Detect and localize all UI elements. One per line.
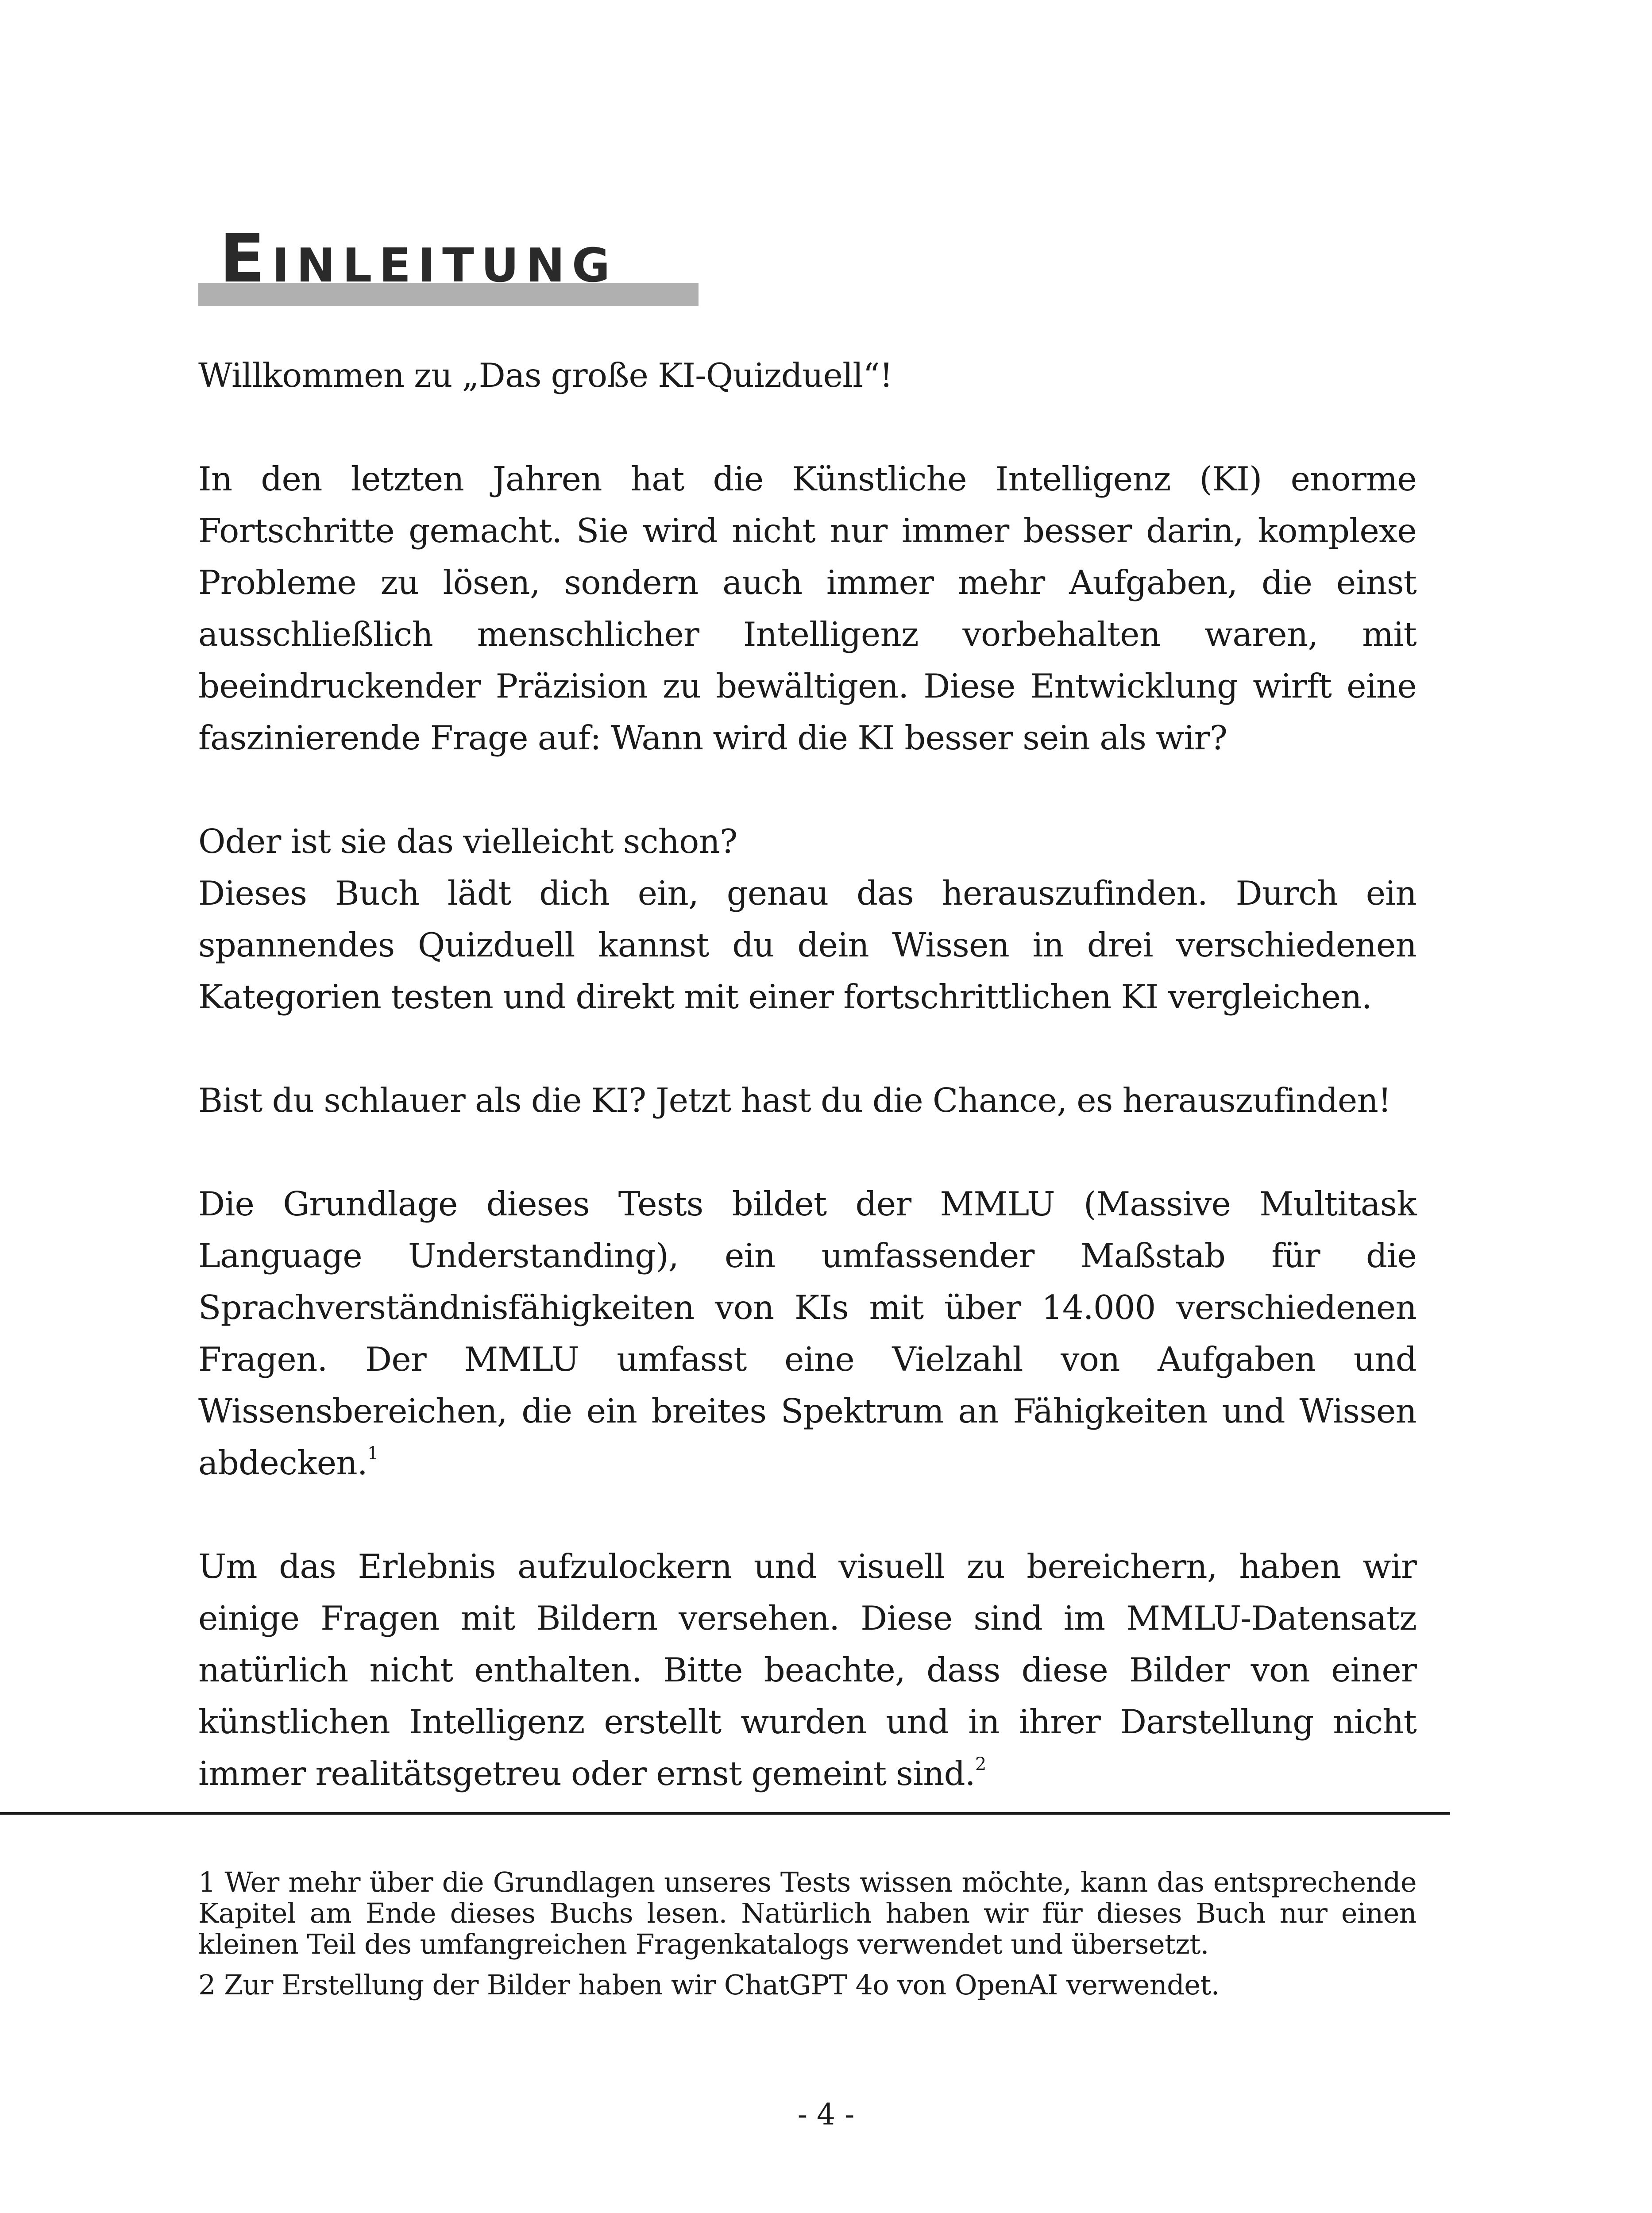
footnote-2: 2 Zur Erstellung der Bilder haben wir ChatGPT 4o von OpenAI verwendet. — [198, 1969, 1220, 2001]
paragraph-challenge: Bist du schlauer als die KI? Jetzt hast du die Chance, es herauszufinden! — [198, 1081, 1391, 1120]
paragraph-question: Oder ist sie das vielleicht schon? — [198, 822, 737, 861]
body-text — [198, 350, 1417, 1851]
paragraph-welcome: Willkommen zu „Das große KI-Quizduell“! — [198, 356, 893, 395]
paragraph-intro: In den letzten Jahren hat die Künstliche Intelligenz (KI) enorme Fortschritte gemacht. Sie wird nicht nur immer besser darin, komplexe Probleme zu lösen, sondern auch immer mehr Aufgaben, die einst ausschließlich menschlicher Intelligenz vorbehalten waren, mit beeindruckender Präzision zu bewältigen. Diese Entwicklung wirft eine faszinierende Frage auf: Wann wird die KI besser sein als wir? — [198, 459, 1417, 757]
footnote-ref-2: 2 — [975, 1754, 986, 1774]
footnote-divider — [0, 1812, 1450, 1815]
paragraph-images-text: Um das Erlebnis aufzulockern und visuell zu bereichern, haben wir einige Fragen mit Bildern versehen. Diese sind im MMLU-Datensatz natürlich nicht enthalten. Bitte beachte, dass diese Bilder von einer künstlichen Intelligenz erstellt wurden und in ihrer Darstellung nicht immer realitätsgetreu oder ernst gemeint sind. — [198, 1547, 1417, 1793]
page-number: - 4 - — [797, 2097, 855, 2132]
chapter-title: Einleitung — [220, 220, 618, 297]
chapter-heading — [198, 221, 699, 310]
paragraph-images — [198, 1541, 1417, 1800]
paragraph-invitation: Dieses Buch lädt dich ein, genau das herauszufinden. Durch ein spannendes Quizduell kannst du dein Wissen in drei verschiedenen Kategorien testen und direkt mit einer fortschrittlichen KI vergleichen. — [198, 874, 1417, 1016]
footnote-ref-1: 1 — [367, 1443, 378, 1464]
paragraph-mmlu-text: Die Grundlage dieses Tests bildet der MMLU (Massive Multitask Language Understanding), ein umfassender Maßstab für die Sprachverständnisfähigkeiten von KIs mit über 14.000 verschiedenen Fragen. Der MMLU umfasst eine Vielzahl von Aufgaben und Wissensbereichen, die ein breites Spektrum an Fähigkeiten und Wissen abdecken. — [198, 1184, 1417, 1482]
paragraph-mmlu — [198, 1178, 1417, 1489]
footnotes — [198, 1867, 1417, 2010]
footnote-1: 1 Wer mehr über die Grundlagen unseres Tests wissen möchte, kann das entsprechende Kapitel am Ende dieses Buchs lesen. Natürlich haben wir für dieses Buch nur einen kleinen Teil des umfangreichen Fragenkatalogs verwendet und übersetzt. — [198, 1866, 1417, 1960]
